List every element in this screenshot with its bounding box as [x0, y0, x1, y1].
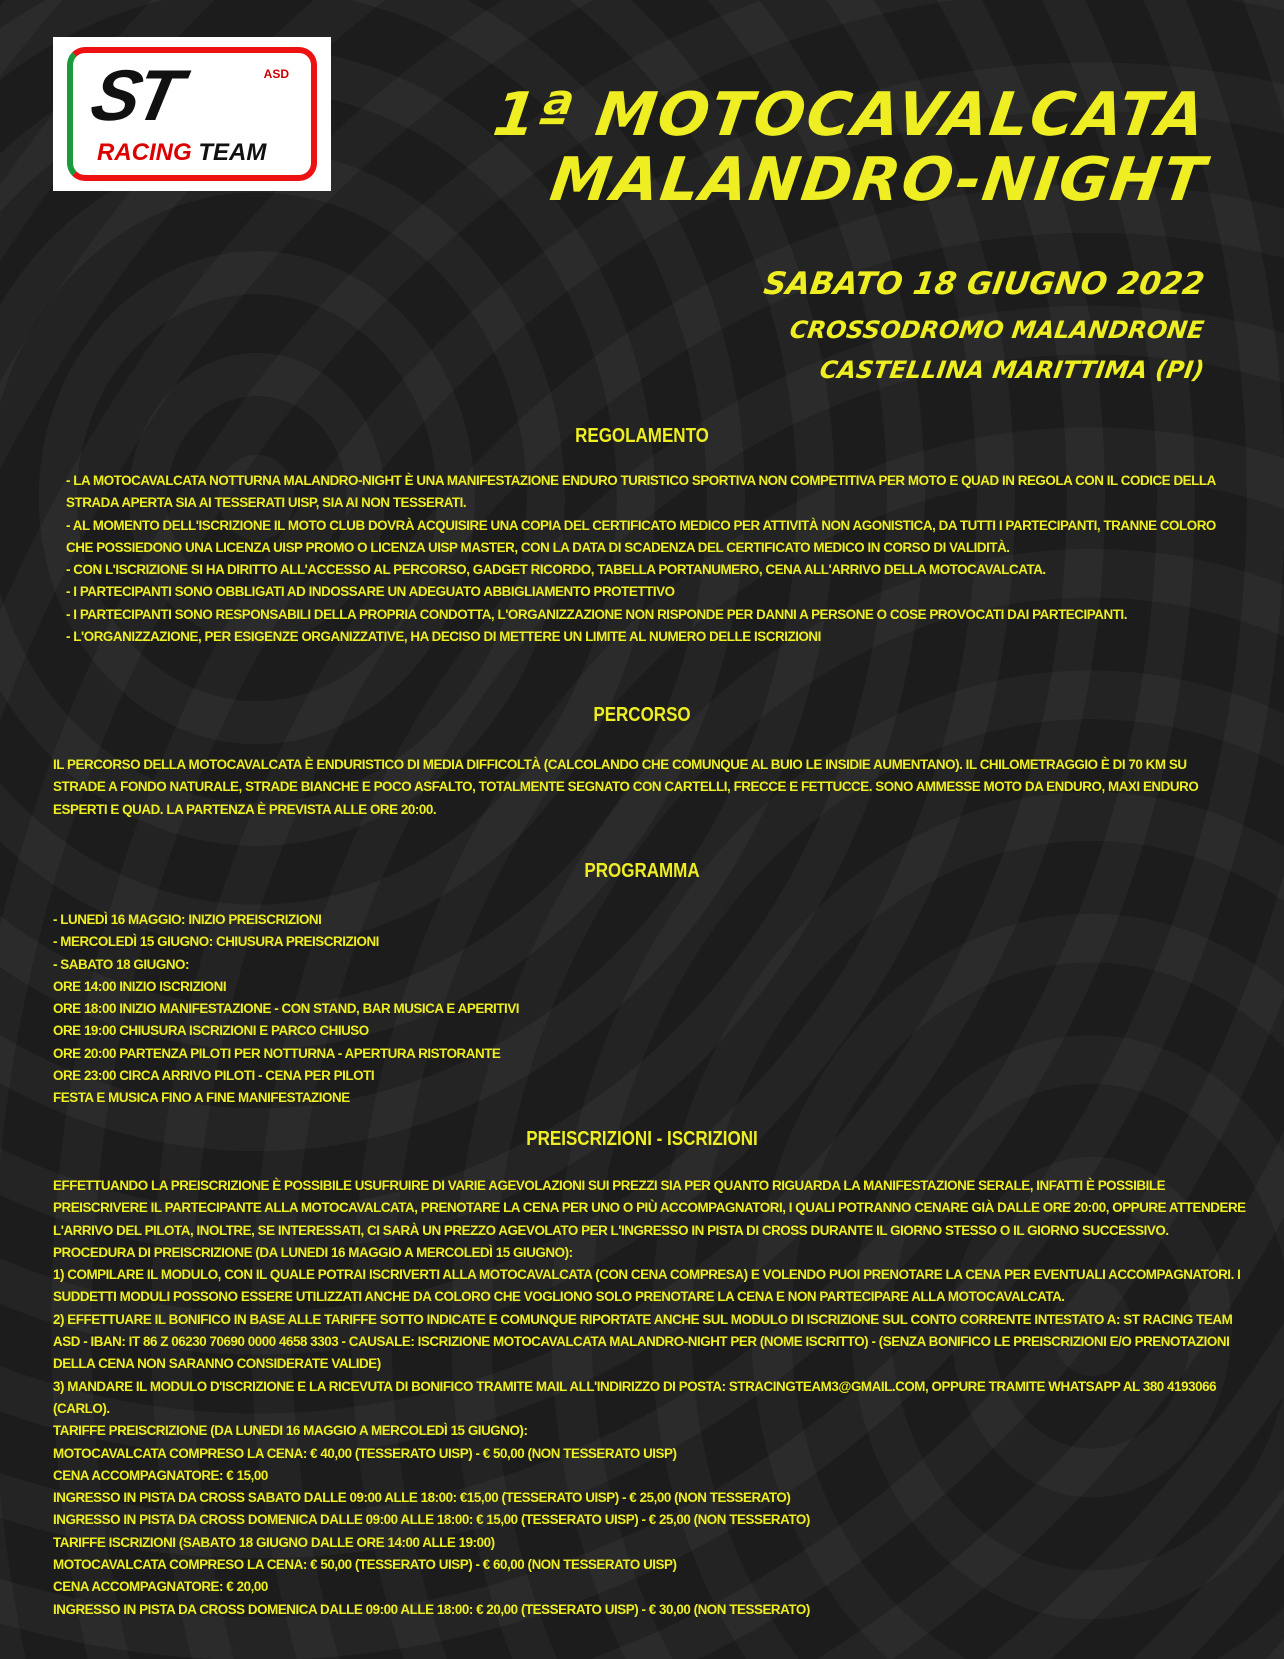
percorso-heading: PERCORSO: [593, 704, 691, 726]
price-line: TARIFFE ISCRIZIONI (SABATO 18 GIUGNO DALLE ORE 14:00 ALLE 19:00): [53, 1534, 495, 1550]
logo-st-text: ST: [84, 56, 186, 136]
logo-subtitle: [97, 139, 266, 167]
event-date: SABATO 18 GIUGNO 2022: [761, 266, 1207, 302]
price-line: CENA ACCOMPAGNATORE: € 20,00: [53, 1579, 268, 1595]
schedule-item: ORE 18:00 INIZIO MANIFESTAZIONE - CON STAND, BAR MUSICA E APERITIVI: [53, 1001, 520, 1017]
schedule-item: - LUNEDÌ 16 MAGGIO: INIZIO PREISCRIZIONI: [53, 912, 322, 927]
event-title-line1: 1ª MOTOCAVALCATA: [489, 80, 1211, 150]
logo-frame: [67, 47, 317, 181]
price-line: INGRESSO IN PISTA DA CROSS DOMENICA DALLE 09:00 ALLE 18:00: € 15,00 (TESSERATO UISP) - € 25,00 (NON TESSERATO): [53, 1512, 810, 1528]
rule-item: - I PARTECIPANTI SONO RESPONSABILI DELLA PROPRIA CONDOTTA, L'ORGANIZZAZIONE NON RISPONDE PER DANNI A PERSONE O COSE PROVOCATI DAI PARTECIPANTI.: [66, 606, 1127, 622]
event-venue: CROSSODROMO MALANDRONE: [788, 316, 1206, 344]
schedule-item: - SABATO 18 GIUGNO:: [53, 956, 190, 972]
regolamento-list: [66, 470, 1216, 648]
price-line: MOTOCAVALCATA COMPRESO LA CENA: € 40,00 (TESSERATO UISP) - € 50,00 (NON TESSERATO UISP): [53, 1445, 677, 1461]
rule-item: - LA MOTOCAVALCATA NOTTURNA MALANDRO-NIGHT È UNA MANIFESTAZIONE ENDURO TURISTICO SPORTIVA NON COMPETITIVA PER MOTO E QUAD IN REGOLA CON IL CODICE DELLA STRADA APERTA SIA AI TESSERATI UISP, SIA AI NON TESSERATI.: [66, 473, 1216, 511]
schedule-item: ORE 19:00 CHIUSURA ISCRIZIONI E PARCO CHIUSO: [53, 1023, 369, 1039]
rule-item: - L'ORGANIZZAZIONE, PER ESIGENZE ORGANIZZATIVE, HA DECISO DI METTERE UN LIMITE AL NUMERO DELLE ISCRIZIONI: [66, 629, 821, 645]
schedule-item: ORE 20:00 PARTENZA PILOTI PER NOTTURNA - APERTURA RISTORANTE: [53, 1045, 501, 1061]
programma-heading: PROGRAMMA: [584, 860, 700, 882]
iscrizioni-heading: PREISCRIZIONI - ISCRIZIONI: [526, 1128, 758, 1150]
regolamento-heading: REGOLAMENTO: [575, 425, 709, 447]
rule-item: - I PARTECIPANTI SONO OBBLIGATI AD INDOSSARE UN ADEGUATO ABBIGLIAMENTO PROTETTIVO: [66, 584, 675, 600]
schedule-item: FESTA E MUSICA FINO A FINE MANIFESTAZIONE: [53, 1090, 350, 1106]
price-line: INGRESSO IN PISTA DA CROSS DOMENICA DALLE 09:00 ALLE 18:00: € 20,00 (TESSERATO UISP) - € 30,00 (NON TESSERATO): [53, 1601, 810, 1617]
iscrizioni-paragraph: 3) MANDARE IL MODULO D'ISCRIZIONE E LA RICEVUTA DI BONIFICO TRAMITE MAIL ALL'INDIRIZZO DI POSTA: STRACINGTEAM3@GMAIL.COM, OPPURE TRAMITE WHATSAPP AL 380 4193066 (CARLO).: [53, 1378, 1217, 1416]
event-title-line2: MALANDRO-NIGHT: [546, 145, 1211, 215]
rule-item: - CON L'ISCRIZIONE SI HA DIRITTO ALL'ACCESSO AL PERCORSO, GADGET RICORDO, TABELLA PORTANUMERO, CENA ALL'ARRIVO DELLA MOTOCAVALCATA.: [66, 562, 1046, 578]
iscrizioni-paragraph: EFFETTUANDO LA PREISCRIZIONE È POSSIBILE USUFRUIRE DI VARIE AGEVOLAZIONI SUI PREZZI SIA PER QUANTO RIGUARDA LA MANIFESTAZIONE SERALE, INFATTI È POSSIBILE PREISCRIVERE IL PARTECIPANTE ALLA MOTOCAVALCATA, PRENOTARE LA CENA PER UNO O PIÙ ACCOMPAGNATORI, I QUALI POTRANNO CENARE GIÀ DALLE ORE 20:00, OPPURE ATTENDERE L'ARRIVO DEL PILOTA, INOLTRE, SE INTERESSATI, CI SARÀ UN PREZZO AGEVOLATO PER L'INGRESSO IN PISTA DI CROSS DURANTE IL GIORNO STESSO O IL GIORNO SUCCESSIVO.: [53, 1178, 1246, 1238]
logo-team: TEAM: [198, 139, 267, 166]
schedule-item: ORE 14:00 INIZIO ISCRIZIONI: [53, 978, 227, 994]
percorso-text: IL PERCORSO DELLA MOTOCAVALCATA È ENDURISTICO DI MEDIA DIFFICOLTÀ (CALCOLANDO CHE COMUNQUE AL BUIO LE INSIDIE AUMENTANO). IL CHILOMETRAGGIO È DI 70 KM SU STRADE A FONDO NATURALE, STRADE BIANCHE E POCO ASFALTO, TOTALMENTE SEGNATO CON CARTELLI, FRECCE E FETTUCCE. SONO AMMESSE MOTO DA ENDURO, MAXI ENDURO ESPERTI E QUAD. LA PARTENZA È PREVISTA ALLE ORE 20:00.: [53, 757, 1199, 817]
st-racing-team-logo: [53, 37, 331, 191]
rule-item: - AL MOMENTO DELL'ISCRIZIONE IL MOTO CLUB DOVRÀ ACQUISIRE UNA COPIA DEL CERTIFICATO MEDICO PER ATTIVITÀ NON AGONISTICA, DA TUTTI I PARTECIPANTI, TRANNE COLORO CHE POSSIEDONO UNA LICENZA UISP PROMO O LICENZA UISP MASTER, CON LA DATA DI SCADENZA DEL CERTIFICATO MEDICO IN CORSO DI VALIDITÀ.: [66, 517, 1216, 555]
schedule-item: - MERCOLEDÌ 15 GIUGNO: CHIUSURA PREISCRIZIONI: [53, 934, 379, 950]
price-line: MOTOCAVALCATA COMPRESO LA CENA: € 50,00 (TESSERATO UISP) - € 60,00 (NON TESSERATO UISP): [53, 1557, 677, 1573]
price-line: TARIFFE PREISCRIZIONE (DA LUNEDI 16 MAGGIO A MERCOLEDÌ 15 GIUGNO):: [53, 1423, 528, 1439]
iscrizioni-text: [53, 1175, 1248, 1621]
event-location: CASTELLINA MARITTIMA (PI): [817, 356, 1206, 384]
price-line: CENA ACCOMPAGNATORE: € 15,00: [53, 1467, 268, 1483]
iscrizioni-paragraph: 2) EFFETTUARE IL BONIFICO IN BASE ALLE TARIFFE SOTTO INDICATE E COMUNQUE RIPORTATE ANCHE SUL MODULO DI ISCRIZIONE SUL CONTO CORRENTE INTESTATO A: ST RACING TEAM ASD - IBAN: IT 86 Z 06230 70690 0000 4658 3303 - CAUSALE: ISCRIZIONE MOTOCAVALCATA MALANDRO-NIGHT PER (NOME ISCRITTO) - (SENZA BONIFICO LE PREISCRIZIONI E/O PRENOTAZIONI DELLA CENA NON SARANNO CONSIDERATE VALIDE): [53, 1311, 1233, 1372]
schedule-item: ORE 23:00 CIRCA ARRIVO PILOTI - CENA PER PILOTI: [53, 1068, 375, 1084]
logo-racing: RACING: [97, 139, 192, 166]
price-line: INGRESSO IN PISTA DA CROSS SABATO DALLE 09:00 ALLE 18:00: €15,00 (TESSERATO UISP) - € 25,00 (NON TESSERATO): [53, 1490, 791, 1506]
iscrizioni-paragraph: 1) COMPILARE IL MODULO, CON IL QUALE POTRAI ISCRIVERTI ALLA MOTOCAVALCATA (CON CENA COMPRESA) E VOLENDO PUOI PRENOTARE LA CENA PER EVENTUALI ACCOMPAGNATORI. I SUDDETTI MODULI POSSONO ESSERE UTILIZZATI ANCHE DA COLORO CHE VOGLIONO SOLO PRENOTARE LA CENA E NON PARTECIPARE ALLA MOTOCAVALCATA.: [53, 1267, 1241, 1305]
programma-list: [53, 909, 1233, 1110]
iscrizioni-paragraph: PROCEDURA DI PREISCRIZIONE (DA LUNEDI 16 MAGGIO A MERCOLEDÌ 15 GIUGNO):: [53, 1244, 573, 1260]
logo-asd-badge: ASD: [263, 67, 289, 81]
